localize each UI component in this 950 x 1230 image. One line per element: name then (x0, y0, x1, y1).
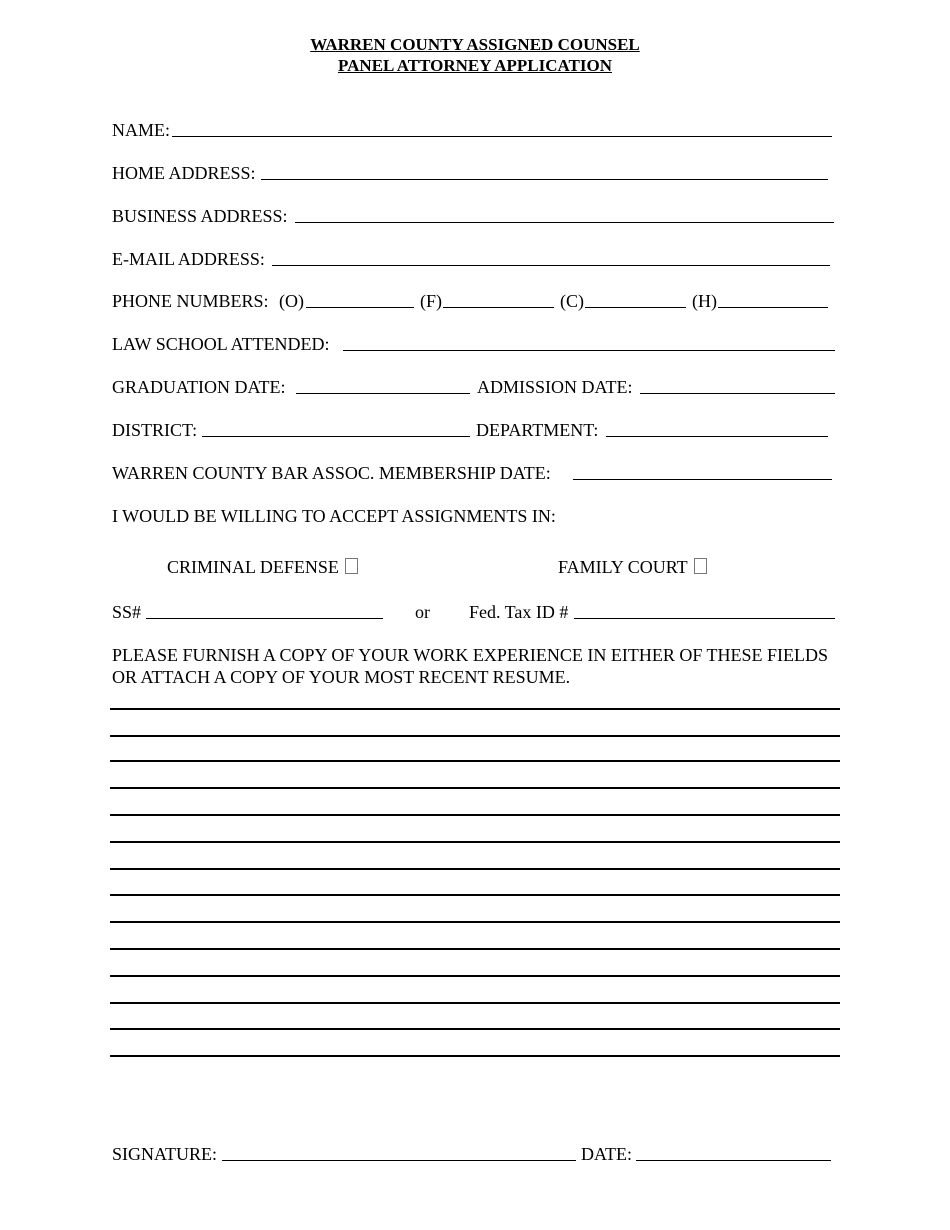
bar-membership-field[interactable] (573, 479, 832, 480)
form-title-line-2: PANEL ATTORNEY APPLICATION (338, 56, 612, 75)
phone-office-label: (O) (279, 291, 304, 311)
phone-fax-label: (F) (420, 291, 442, 311)
or-text: or (415, 602, 430, 622)
ss-label: SS# (112, 602, 142, 622)
admission-date-label: ADMISSION DATE: (477, 377, 633, 397)
department-label: DEPARTMENT: (476, 420, 599, 440)
experience-line[interactable] (110, 708, 840, 710)
phone-home-field[interactable] (718, 307, 828, 308)
phone-home-label: (H) (692, 291, 717, 311)
name-field[interactable] (172, 136, 832, 137)
phone-numbers-label: PHONE NUMBERS: (112, 291, 269, 311)
experience-line[interactable] (110, 735, 840, 737)
graduation-date-field[interactable] (296, 393, 470, 394)
graduation-date-label: GRADUATION DATE: (112, 377, 286, 397)
experience-line[interactable] (110, 894, 840, 896)
phone-fax-field[interactable] (443, 307, 554, 308)
family-court-option[interactable] (558, 557, 707, 577)
district-field[interactable] (202, 436, 470, 437)
name-label: NAME: (112, 120, 170, 140)
date-label: DATE: (581, 1144, 632, 1164)
experience-line[interactable] (110, 1028, 840, 1030)
law-school-field[interactable] (343, 350, 835, 351)
phone-cell-field[interactable] (585, 307, 686, 308)
experience-line[interactable] (110, 868, 840, 870)
business-address-field[interactable] (295, 222, 834, 223)
fed-tax-id-label: Fed. Tax ID # (469, 602, 569, 622)
email-address-label: E-MAIL ADDRESS: (112, 249, 265, 269)
signature-label: SIGNATURE: (112, 1144, 218, 1164)
experience-line[interactable] (110, 787, 840, 789)
experience-line[interactable] (110, 841, 840, 843)
bar-membership-label: WARREN COUNTY BAR ASSOC. MEMBERSHIP DATE: (112, 463, 551, 483)
department-field[interactable] (606, 436, 828, 437)
home-address-field[interactable] (261, 179, 828, 180)
family-court-label: FAMILY COURT (558, 557, 688, 577)
criminal-defense-option[interactable] (167, 557, 358, 577)
phone-cell-label: (C) (560, 291, 584, 311)
experience-line[interactable] (110, 921, 840, 923)
experience-line[interactable] (110, 760, 840, 762)
date-field[interactable] (636, 1160, 831, 1161)
signature-field[interactable] (222, 1160, 576, 1161)
experience-line[interactable] (110, 1055, 840, 1057)
experience-instructions: PLEASE FURNISH A COPY OF YOUR WORK EXPERIENCE IN EITHER OF THESE FIELDS OR ATTACH A COPY OF YOUR MOST RECENT RESUME. (112, 645, 829, 687)
district-label: DISTRICT: (112, 420, 198, 440)
experience-line[interactable] (110, 814, 840, 816)
experience-line[interactable] (110, 975, 840, 977)
law-school-label: LAW SCHOOL ATTENDED: (112, 334, 330, 354)
family-court-checkbox[interactable] (694, 558, 707, 574)
form-title-line-1: WARREN COUNTY ASSIGNED COUNSEL (310, 35, 640, 54)
admission-date-field[interactable] (640, 393, 835, 394)
ss-field[interactable] (146, 618, 383, 619)
home-address-label: HOME ADDRESS: (112, 163, 256, 183)
experience-line[interactable] (110, 948, 840, 950)
phone-office-field[interactable] (306, 307, 414, 308)
criminal-defense-checkbox[interactable] (345, 558, 358, 574)
fed-tax-id-field[interactable] (574, 618, 835, 619)
business-address-label: BUSINESS ADDRESS: (112, 206, 288, 226)
assignments-prompt: I WOULD BE WILLING TO ACCEPT ASSIGNMENTS IN: (112, 506, 556, 526)
experience-line[interactable] (110, 1002, 840, 1004)
email-address-field[interactable] (272, 265, 830, 266)
criminal-defense-label: CRIMINAL DEFENSE (167, 557, 339, 577)
